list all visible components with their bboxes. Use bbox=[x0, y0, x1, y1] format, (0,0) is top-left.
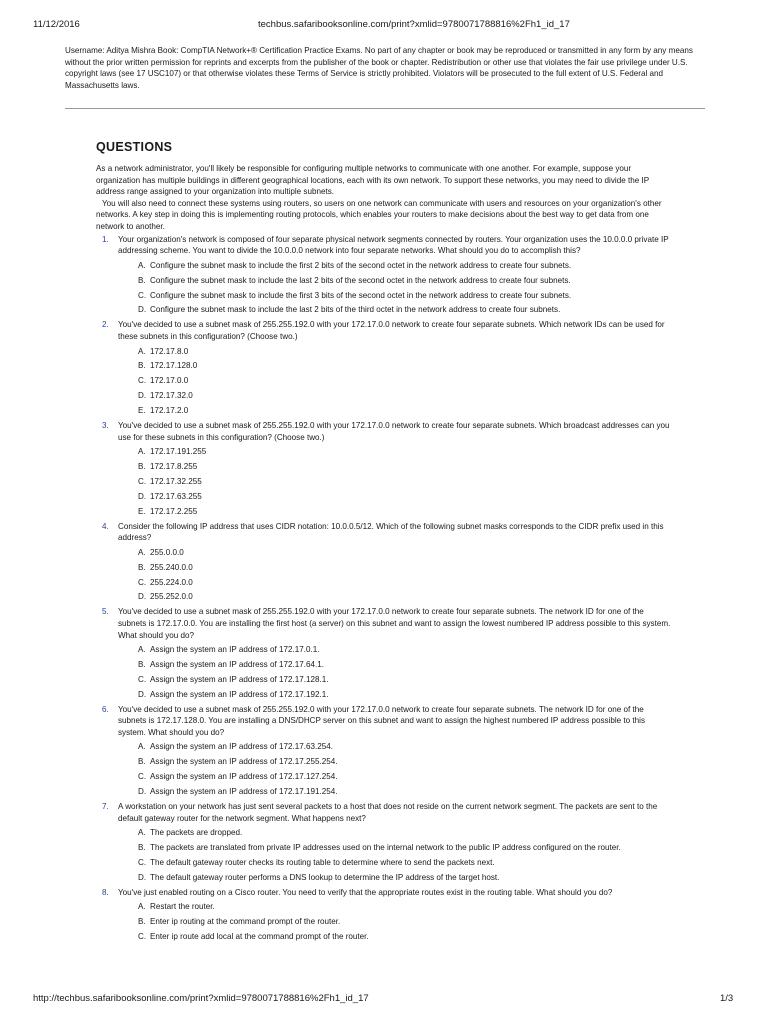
option-letter: C. bbox=[138, 858, 147, 867]
answer-option bbox=[118, 901, 674, 913]
option-text: The packets are translated from private IP addresses used on the internal network to the public IP address configured on the router. bbox=[150, 843, 621, 853]
option-letter: C. bbox=[138, 290, 147, 300]
answer-option bbox=[118, 346, 674, 358]
option-text: 172.17.128.0 bbox=[150, 361, 198, 371]
answer-option bbox=[118, 689, 674, 701]
option-letter: B. bbox=[138, 843, 146, 853]
answer-option bbox=[118, 260, 674, 272]
option-text: Assign the system an IP address of 172.17.255.254. bbox=[150, 757, 338, 767]
option-text: Assign the system an IP address of 172.17.0.1. bbox=[150, 645, 320, 655]
intro-paragraph: You will also need to connect these systems using routers, so users on one network can communicate with users and resources on your organization's other networks. A key step in doing this is implementing routing protocols, which enables your routers to make decisions about the best way to get data from one network to another. bbox=[96, 198, 662, 231]
copyright-notice: Username: Aditya Mishra Book: CompTIA Network+® Certification Practice Exams. No part of any chapter or book may be reproduced or transmitted in any form by any means without the prior written permission for reprints and excerpts from the publisher of the book or chapter. Redistribution or other use that violates the fair use privilege under U.S. copyright laws (see 17 USC107) or that otherwise violates these Terms of Service is strictly prohibited. Violators will be prosecuted to the full extent of U.S. Federal and Massachusetts laws. bbox=[65, 46, 693, 90]
option-text: 255.224.0.0 bbox=[150, 577, 193, 587]
answer-option bbox=[118, 476, 674, 488]
answer-option bbox=[118, 375, 674, 387]
question-number: 2. bbox=[102, 320, 109, 330]
question-item bbox=[96, 606, 674, 700]
answer-option bbox=[118, 290, 674, 302]
answer-options bbox=[118, 644, 674, 700]
option-text: Configure the subnet mask to include the last 2 bits of the second octet in the network address to create four subnets. bbox=[150, 275, 571, 285]
question-number: 7. bbox=[102, 802, 109, 812]
option-letter: C. bbox=[138, 577, 147, 587]
question-item bbox=[96, 521, 674, 603]
question-item bbox=[96, 234, 674, 316]
option-text: Assign the system an IP address of 172.17.192.1. bbox=[150, 689, 329, 699]
option-text: Configure the subnet mask to include the last 2 bits of the third octet in the network address to create four subnets. bbox=[150, 305, 561, 315]
answer-option bbox=[118, 360, 674, 372]
option-letter: B. bbox=[138, 917, 146, 927]
option-letter: D. bbox=[138, 305, 147, 315]
option-text: Configure the subnet mask to include the first 3 bits of the second octet in the network address to create four subnets. bbox=[150, 290, 572, 300]
answer-option bbox=[118, 827, 674, 839]
option-letter: D. bbox=[138, 787, 147, 797]
option-letter: B. bbox=[138, 275, 146, 285]
answer-option bbox=[118, 446, 674, 458]
option-text: 172.17.2.255 bbox=[150, 506, 198, 516]
answer-option bbox=[118, 491, 674, 503]
answer-option bbox=[118, 659, 674, 671]
question-number: 1. bbox=[102, 234, 109, 244]
question-item bbox=[96, 887, 674, 943]
option-text: 172.17.191.255 bbox=[150, 447, 207, 457]
option-letter: C. bbox=[138, 376, 147, 386]
answer-option bbox=[118, 872, 674, 884]
answer-option bbox=[118, 644, 674, 656]
answer-option bbox=[118, 931, 674, 943]
question-text: You've decided to use a subnet mask of 255.255.192.0 with your 172.17.0.0 network to create four separate subnets. The network ID for one of the subnets is 172.17.128.0. You are installing a DNS/DHCP server on this subnet and want to assign the highest numbered IP address possible to this system. What should you do? bbox=[118, 704, 646, 737]
option-letter: A. bbox=[138, 828, 146, 838]
option-letter: B. bbox=[138, 462, 146, 472]
option-text: 172.17.2.0 bbox=[150, 406, 189, 416]
option-text: Enter ip routing at the command prompt of the router. bbox=[150, 917, 341, 927]
option-letter: C. bbox=[138, 476, 147, 486]
answer-option bbox=[118, 461, 674, 473]
option-text: Assign the system an IP address of 172.17.63.254. bbox=[150, 742, 333, 752]
answer-options bbox=[118, 901, 674, 942]
answer-options bbox=[118, 260, 674, 316]
option-letter: B. bbox=[138, 361, 146, 371]
option-text: 172.17.63.255 bbox=[150, 491, 202, 501]
print-date: 11/12/2016 bbox=[33, 19, 80, 30]
option-text: The default gateway router performs a DNS lookup to determine the IP address of the target host. bbox=[150, 872, 500, 882]
answer-option bbox=[118, 591, 674, 603]
option-letter: D. bbox=[138, 592, 147, 602]
option-letter: A. bbox=[138, 645, 146, 655]
print-header-url: techbus.safaribooksonline.com/print?xmlid=9780071788816%2Fh1_id_17 bbox=[258, 19, 570, 30]
print-footer-url: http://techbus.safaribooksonline.com/print?xmlid=9780071788816%2Fh1_id_17 bbox=[33, 993, 369, 1004]
option-letter: E. bbox=[138, 406, 146, 416]
answer-option bbox=[118, 390, 674, 402]
option-letter: B. bbox=[138, 757, 146, 767]
option-text: Configure the subnet mask to include the first 2 bits of the second octet in the network address to create four subnets. bbox=[150, 260, 572, 270]
answer-option bbox=[118, 547, 674, 559]
option-letter: E. bbox=[138, 506, 146, 516]
option-letter: B. bbox=[138, 562, 146, 572]
answer-option bbox=[118, 577, 674, 589]
option-letter: A. bbox=[138, 742, 146, 752]
option-text: 172.17.32.255 bbox=[150, 476, 202, 486]
intro-paragraph: As a network administrator, you'll likely be responsible for configuring multiple networks to communicate with one another. For example, suppose your organization has multiple buildings in different geographical locations, each with its own network. To support these networks, you may need to divide the IP address range assigned to your organization into multiple subnets. bbox=[96, 164, 649, 197]
answer-option bbox=[118, 771, 674, 783]
option-text: 172.17.0.0 bbox=[150, 376, 189, 386]
answer-options bbox=[118, 741, 674, 797]
option-letter: D. bbox=[138, 391, 147, 401]
answer-option bbox=[118, 741, 674, 753]
question-number: 3. bbox=[102, 420, 109, 430]
question-text: You've decided to use a subnet mask of 255.255.192.0 with your 172.17.0.0 network to create four separate subnets. The network ID for one of the subnets is 172.17.0.0. You are installing the first host (a server) on this subnet and want to assign the lowest numbered IP address possible to this system. What should you do? bbox=[118, 607, 671, 640]
question-number: 8. bbox=[102, 887, 109, 897]
answer-option bbox=[118, 756, 674, 768]
option-letter: B. bbox=[138, 660, 146, 670]
option-text: The packets are dropped. bbox=[150, 828, 243, 838]
option-text: Assign the system an IP address of 172.17.127.254. bbox=[150, 772, 338, 782]
option-text: Assign the system an IP address of 172.17.128.1. bbox=[150, 674, 329, 684]
question-text: Your organization's network is composed of four separate physical network segments connected by routers. Your organization uses the 10.0.0.0 private IP addressing scheme. You want to divide the 10.0.0.0 network into four separate networks. What should you do to accomplish this? bbox=[118, 234, 669, 256]
answer-option bbox=[118, 506, 674, 518]
answer-option bbox=[118, 842, 674, 854]
question-text: You've just enabled routing on a Cisco router. You need to verify that the appropriate routes exist in the routing table. What should you do? bbox=[118, 887, 613, 897]
option-letter: A. bbox=[138, 260, 146, 270]
answer-options bbox=[118, 346, 674, 417]
answer-option bbox=[118, 562, 674, 574]
option-letter: A. bbox=[138, 447, 146, 457]
option-text: 172.17.32.0 bbox=[150, 391, 193, 401]
answer-option bbox=[118, 405, 674, 417]
question-text: A workstation on your network has just sent several packets to a host that does not reside on the current network segment. The packets are sent to the default gateway router for the network segment. What happens next? bbox=[118, 802, 658, 823]
section-title: QUESTIONS bbox=[96, 140, 173, 154]
option-letter: C. bbox=[138, 932, 147, 942]
answer-option bbox=[118, 674, 674, 686]
option-letter: D. bbox=[138, 689, 147, 699]
option-letter: A. bbox=[138, 346, 146, 356]
answer-options bbox=[118, 547, 674, 603]
answer-options bbox=[118, 446, 674, 517]
option-text: 255.240.0.0 bbox=[150, 562, 193, 572]
option-letter: C. bbox=[138, 674, 147, 684]
question-number: 6. bbox=[102, 704, 109, 714]
question-item bbox=[96, 704, 674, 798]
answer-option bbox=[118, 275, 674, 287]
answer-option bbox=[118, 786, 674, 798]
option-letter: D. bbox=[138, 872, 147, 882]
option-letter: D. bbox=[138, 491, 147, 501]
option-text: 255.0.0.0 bbox=[150, 547, 184, 557]
option-letter: A. bbox=[138, 902, 146, 912]
page-number: 1/3 bbox=[720, 993, 734, 1004]
answer-option bbox=[118, 304, 674, 316]
question-text: You've decided to use a subnet mask of 255.255.192.0 with your 172.17.0.0 network to create four separate subnets. Which network IDs can be used for these subnets in this configuration? (Choose two.) bbox=[118, 320, 665, 341]
answer-option bbox=[118, 857, 674, 869]
option-text: Enter ip route add local at the command prompt of the router. bbox=[150, 932, 369, 942]
questions-content bbox=[96, 163, 674, 946]
option-text: Assign the system an IP address of 172.17.191.254. bbox=[150, 787, 338, 797]
answer-options bbox=[118, 827, 674, 883]
question-text: You've decided to use a subnet mask of 255.255.192.0 with your 172.17.0.0 network to create four separate subnets. Which broadcast addresses can you use for these subnets in this configuration? (Choose two.) bbox=[118, 420, 670, 442]
option-letter: C. bbox=[138, 772, 147, 782]
option-text: Assign the system an IP address of 172.17.64.1. bbox=[150, 660, 324, 670]
question-number: 5. bbox=[102, 607, 109, 617]
question-text: Consider the following IP address that uses CIDR notation: 10.0.0.5/12. Which of the following subnet masks corresponds to the CIDR prefix used in this address? bbox=[118, 521, 664, 543]
option-text: Restart the router. bbox=[150, 902, 215, 912]
option-letter: A. bbox=[138, 547, 146, 557]
option-text: 172.17.8.0 bbox=[150, 346, 189, 356]
option-text: 172.17.8.255 bbox=[150, 462, 198, 472]
question-list bbox=[96, 234, 674, 943]
option-text: 255.252.0.0 bbox=[150, 592, 193, 602]
divider bbox=[65, 108, 705, 109]
question-number: 4. bbox=[102, 521, 109, 531]
answer-option bbox=[118, 916, 674, 928]
question-item bbox=[96, 801, 674, 883]
option-text: The default gateway router checks its routing table to determine where to send the packets next. bbox=[150, 858, 495, 867]
question-item bbox=[96, 420, 674, 517]
question-item bbox=[96, 319, 674, 416]
